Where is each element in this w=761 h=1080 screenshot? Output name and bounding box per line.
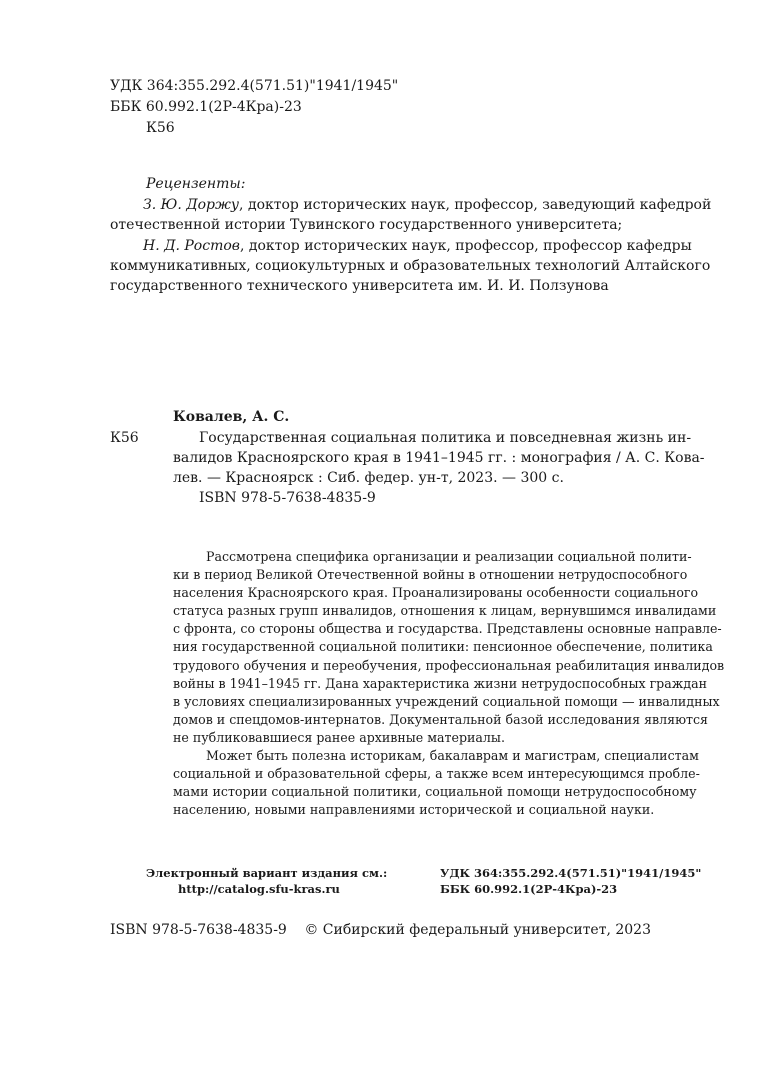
annotation-line: трудового обучения и переобучения, профессиональная реабилитация инвалидов	[173, 657, 725, 673]
catalog-line-2: валидов Красноярского края в 1941–1945 гг. : монография / А. С. Кова-	[173, 450, 705, 466]
author-mark: К56	[146, 120, 175, 136]
reviewer-1-name: З. Ю. Доржу	[143, 197, 240, 213]
annotation-line: домов и спецдомов-интернатов. Документальной базой исследования являются	[173, 711, 709, 727]
bbk-code: ББК 60.992.1(2Р-4Кра)-23	[110, 99, 302, 115]
reviewer-2-text: , доктор исторических наук, профессор, профессор кафедры	[239, 238, 692, 254]
reviewer-1-affiliation: отечественной истории Тувинского государственного университета;	[110, 217, 623, 233]
catalog-author: Ковалев, А. С.	[173, 409, 290, 425]
annotation-line: не публиковавшиеся ранее архивные материалы.	[173, 729, 505, 745]
footer-bbk: ББК 60.992.1(2Р-4Кра)-23	[440, 882, 618, 896]
electronic-url[interactable]: http://catalog.sfu-kras.ru	[178, 882, 340, 896]
reviewer-1-text: , доктор исторических наук, профессор, заведующий кафедрой	[239, 197, 712, 213]
udk-code: УДК 364:355.292.4(571.51)"1941/1945"	[110, 78, 399, 94]
electronic-label: Электронный вариант издания см.:	[146, 866, 388, 880]
annotation	[173, 548, 725, 819]
annotation-line: мами истории социальной политики, социальной помощи нетрудоспособному	[173, 784, 697, 800]
annotation-line: социальной и образовательной сферы, а также всем интересующимся пробле-	[173, 766, 700, 782]
annotation-line: войны в 1941–1945 гг. Дана характеристика жизни нетрудоспособных граждан	[173, 675, 707, 691]
footer-udk: УДК 364:355.292.4(571.51)"1941/1945"	[440, 866, 702, 880]
reviewer-2	[110, 236, 711, 296]
reviewer-1	[110, 195, 712, 235]
reviewers-heading: Рецензенты:	[146, 176, 246, 192]
annotation-line: статуса разных групп инвалидов, отношения к лицам, вернувшимся инвалидами	[173, 603, 717, 619]
annotation-line: с фронта, со стороны общества и государства. Представлены основные направле-	[173, 621, 722, 637]
footer-isbn: ISBN 978-5-7638-4835-9	[110, 922, 287, 938]
annotation-line: Рассмотрена специфика организации и реализации социальной полити-	[206, 549, 692, 564]
reviewer-2-affiliation-1: коммуникативных, социокультурных и образовательных технологий Алтайского	[110, 258, 711, 274]
catalog-mark: К56	[110, 430, 139, 446]
annotation-line: ния государственной социальной политики: пенсионное обеспечение, политика	[173, 639, 713, 655]
catalog-line-1: Государственная социальная политика и повседневная жизнь ин-	[199, 430, 692, 446]
copyright: © Сибирский федеральный университет, 2023	[304, 922, 651, 938]
reviewer-2-affiliation-2: государственного технического университета им. И. И. Ползунова	[110, 278, 609, 294]
catalog-line-3: лев. — Красноярск : Сиб. федер. ун-т, 2023. — 300 с.	[173, 470, 564, 486]
annotation-line: в условиях специализированных учреждений социальной помощи — инвалидных	[173, 693, 720, 709]
reviewer-2-name: Н. Д. Ростов	[143, 238, 240, 254]
annotation-line: ки в период Великой Отечественной войны в отношении нетрудоспособного	[173, 567, 688, 583]
annotation-line: населения Красноярского края. Проанализированы особенности социального	[173, 585, 699, 601]
annotation-line: населению, новыми направлениями исторической и социальной науки.	[173, 802, 655, 818]
catalog-isbn: ISBN 978-5-7638-4835-9	[199, 490, 376, 506]
catalog-description	[173, 428, 705, 508]
annotation-line: Может быть полезна историкам, бакалаврам и магистрам, специалистам	[206, 748, 699, 764]
